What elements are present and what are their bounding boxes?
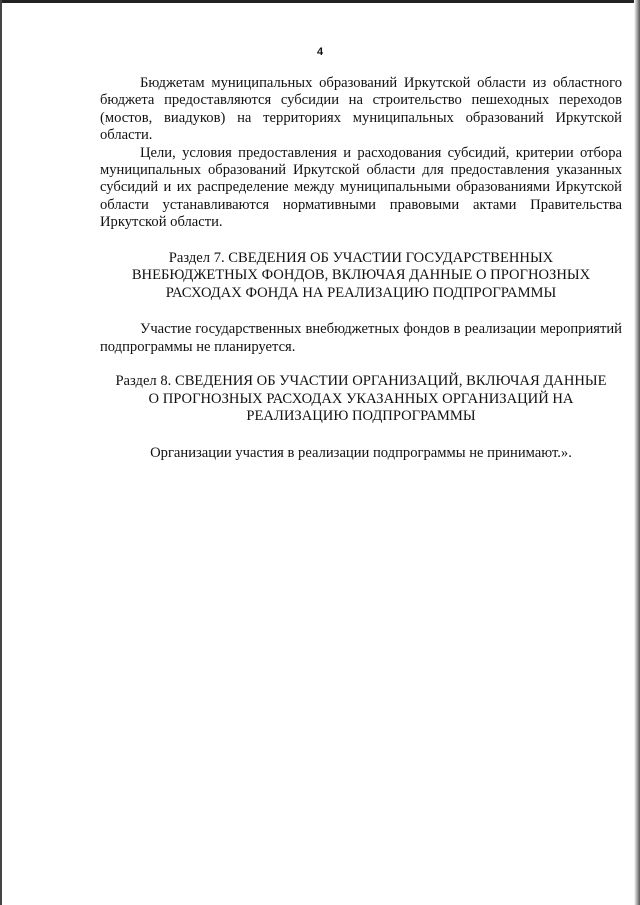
- page-number: 4: [316, 46, 324, 58]
- section-8-heading-line: Раздел 8. СВЕДЕНИЯ ОБ УЧАСТИИ ОРГАНИЗАЦИЙ, ВКЛЮЧАЯ ДАННЫЕ: [115, 373, 607, 390]
- section-7-text: Участие государственных внебюджетных фондов в реализации мероприятий подпрограммы не планируется.: [100, 321, 622, 355]
- section-8-heading-line: О ПРОГНОЗНЫХ РАСХОДАХ УКАЗАННЫХ ОРГАНИЗАЦИЙ НА: [148, 390, 574, 407]
- section-8-heading: [100, 373, 622, 426]
- paragraph-subsidy-conditions: Цели, условия предоставления и расходования субсидий, критерии отбора муниципальных образований Иркутской области для предоставления указанных субсидий и их распределение между муниципальными образованиями Иркутской области устанавливаются нормативными правовыми актами Правительства Иркутской области.: [100, 144, 622, 231]
- section-8-text: Организации участия в реализации подпрограммы не принимают.».: [150, 445, 572, 462]
- section-8-heading-line: РЕАЛИЗАЦИЮ ПОДПРОГРАММЫ: [246, 408, 476, 425]
- scan-edge-left: [0, 0, 2, 905]
- section-7-heading: [100, 250, 622, 303]
- scan-edge-right: [634, 0, 640, 905]
- section-7-heading-line: РАСХОДАХ ФОНДА НА РЕАЛИЗАЦИЮ ПОДПРОГРАММЫ: [165, 284, 557, 301]
- paragraph-subsidies: Бюджетам муниципальных образований Иркутской области из областного бюджета предоставляются субсидии на строительство пешеходных переходов (мостов, виадуков) на территориях муниципальных образований Иркутской области.: [100, 75, 622, 144]
- section-7-heading-line: ВНЕБЮДЖЕТНЫХ ФОНДОВ, ВКЛЮЧАЯ ДАННЫЕ О ПРОГНОЗНЫХ: [131, 267, 591, 284]
- section-7-heading-line: Раздел 7. СВЕДЕНИЯ ОБ УЧАСТИИ ГОСУДАРСТВЕННЫХ: [168, 249, 554, 266]
- document-body: [100, 75, 622, 462]
- scan-edge-top: [0, 0, 640, 3]
